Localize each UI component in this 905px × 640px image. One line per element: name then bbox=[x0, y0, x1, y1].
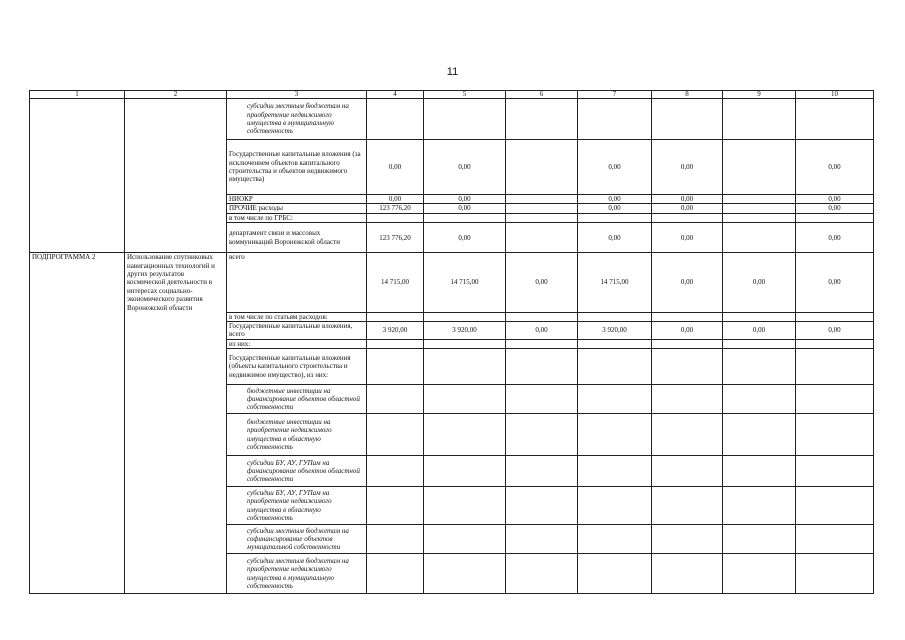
table-row bbox=[30, 213, 874, 222]
value-cell bbox=[578, 312, 652, 321]
program-cell: ПОДПРОГРАММА 2 bbox=[30, 253, 125, 312]
value-cell bbox=[796, 487, 874, 525]
value-cell bbox=[723, 223, 796, 253]
value-cell bbox=[424, 349, 506, 385]
value-cell bbox=[424, 487, 506, 525]
value-cell bbox=[506, 223, 578, 253]
value-cell bbox=[723, 525, 796, 554]
value-cell bbox=[796, 339, 874, 348]
column-header: 1 bbox=[30, 91, 125, 99]
column-header: 7 bbox=[578, 91, 652, 99]
value-cell bbox=[796, 554, 874, 594]
value-cell bbox=[367, 456, 424, 487]
value-cell bbox=[723, 312, 796, 321]
table-row bbox=[30, 99, 874, 140]
page-number: 11 bbox=[446, 66, 459, 78]
expense-item-cell: бюджетные инвестиции на финансирование объектов областной собственности bbox=[227, 385, 367, 414]
program-title-cell bbox=[125, 456, 227, 487]
value-cell bbox=[578, 525, 652, 554]
table-row bbox=[30, 195, 874, 204]
value-cell bbox=[578, 99, 652, 140]
value-cell: 0,00 bbox=[424, 195, 506, 204]
value-cell bbox=[578, 349, 652, 385]
value-cell: 0,00 bbox=[652, 195, 723, 204]
value-cell: 0,00 bbox=[578, 223, 652, 253]
value-cell: 14 715,00 bbox=[424, 253, 506, 312]
value-cell bbox=[723, 554, 796, 594]
value-cell: 0,00 bbox=[652, 253, 723, 312]
header-row bbox=[30, 91, 874, 99]
program-cell bbox=[30, 339, 125, 348]
table-row bbox=[30, 456, 874, 487]
expense-item-cell: Государственные капитальные вложения, всего bbox=[227, 321, 367, 339]
value-cell: 3 920,00 bbox=[367, 321, 424, 339]
value-cell bbox=[723, 204, 796, 213]
value-cell bbox=[506, 487, 578, 525]
expense-item-cell: всего bbox=[227, 253, 367, 312]
value-cell bbox=[796, 525, 874, 554]
value-cell bbox=[652, 487, 723, 525]
table-row bbox=[30, 312, 874, 321]
value-cell bbox=[578, 385, 652, 414]
value-cell bbox=[506, 385, 578, 414]
value-cell bbox=[652, 339, 723, 348]
table-row bbox=[30, 414, 874, 456]
expense-item-cell: субсидии местным бюджетам на софинансирование объектов муниципальной собственности bbox=[227, 525, 367, 554]
value-cell bbox=[424, 312, 506, 321]
value-cell: 0,00 bbox=[506, 253, 578, 312]
program-title-cell bbox=[125, 99, 227, 140]
column-header: 6 bbox=[506, 91, 578, 99]
value-cell bbox=[367, 554, 424, 594]
value-cell bbox=[506, 339, 578, 348]
value-cell: 0,00 bbox=[578, 195, 652, 204]
value-cell bbox=[578, 487, 652, 525]
value-cell bbox=[723, 349, 796, 385]
value-cell bbox=[506, 312, 578, 321]
program-title-cell bbox=[125, 213, 227, 222]
expense-item-cell: Государственные капитальные вложения (объекты капитального строительства и недвижимое имущество), из них: bbox=[227, 349, 367, 385]
value-cell bbox=[652, 414, 723, 456]
table-row bbox=[30, 349, 874, 385]
value-cell bbox=[424, 414, 506, 456]
value-cell bbox=[652, 312, 723, 321]
value-cell bbox=[796, 456, 874, 487]
value-cell: 0,00 bbox=[723, 253, 796, 312]
value-cell bbox=[796, 213, 874, 222]
program-title-cell bbox=[125, 312, 227, 321]
value-cell: 0,00 bbox=[796, 321, 874, 339]
value-cell: 14 715,00 bbox=[367, 253, 424, 312]
value-cell: 0,00 bbox=[796, 223, 874, 253]
program-title-cell bbox=[125, 385, 227, 414]
program-cell bbox=[30, 204, 125, 213]
value-cell bbox=[424, 456, 506, 487]
value-cell: 0,00 bbox=[367, 195, 424, 204]
expense-item-cell: субсидии местным бюджетам на приобретение недвижимого имущества в муниципальную собственность bbox=[227, 99, 367, 140]
program-cell bbox=[30, 456, 125, 487]
value-cell bbox=[367, 99, 424, 140]
value-cell: 0,00 bbox=[796, 253, 874, 312]
program-title-cell: Использование спутниковых навигационных технологий и других результатов космической деятельности в интересах социально-экономического развития Воронежской области bbox=[125, 253, 227, 312]
value-cell: 0,00 bbox=[723, 321, 796, 339]
value-cell: 0,00 bbox=[578, 140, 652, 195]
program-title-cell bbox=[125, 487, 227, 525]
value-cell: 14 715,00 bbox=[578, 253, 652, 312]
value-cell bbox=[796, 414, 874, 456]
program-title-cell bbox=[125, 414, 227, 456]
table-row bbox=[30, 385, 874, 414]
value-cell bbox=[506, 554, 578, 594]
value-cell bbox=[578, 339, 652, 348]
table-body bbox=[30, 91, 874, 594]
value-cell: 0,00 bbox=[424, 204, 506, 213]
column-header: 2 bbox=[125, 91, 227, 99]
value-cell bbox=[506, 213, 578, 222]
value-cell bbox=[506, 456, 578, 487]
value-cell bbox=[506, 204, 578, 213]
value-cell bbox=[424, 99, 506, 140]
value-cell bbox=[652, 99, 723, 140]
value-cell: 0,00 bbox=[652, 140, 723, 195]
table-row bbox=[30, 140, 874, 195]
expense-item-cell: субсидии БУ, АУ, ГУПам на приобретение недвижимого имущества в областную собственность bbox=[227, 487, 367, 525]
program-cell bbox=[30, 487, 125, 525]
value-cell bbox=[578, 456, 652, 487]
value-cell bbox=[796, 349, 874, 385]
expense-item-cell: субсидии БУ, АУ, ГУПам на финансирование объектов областной собственности bbox=[227, 456, 367, 487]
program-cell bbox=[30, 385, 125, 414]
value-cell bbox=[506, 414, 578, 456]
column-header: 4 bbox=[367, 91, 424, 99]
value-cell bbox=[723, 195, 796, 204]
value-cell bbox=[578, 213, 652, 222]
program-cell bbox=[30, 349, 125, 385]
table-row bbox=[30, 554, 874, 594]
expense-item-cell: бюджетные инвестиции на приобретение недвижимого имущества в областную собственность bbox=[227, 414, 367, 456]
program-cell bbox=[30, 554, 125, 594]
program-title-cell bbox=[125, 349, 227, 385]
program-title-cell bbox=[125, 339, 227, 348]
table-row bbox=[30, 321, 874, 339]
value-cell: 3 920,00 bbox=[424, 321, 506, 339]
value-cell: 3 920,00 bbox=[578, 321, 652, 339]
value-cell: 0,00 bbox=[652, 321, 723, 339]
value-cell bbox=[367, 525, 424, 554]
value-cell: 0,00 bbox=[424, 140, 506, 195]
table-row bbox=[30, 253, 874, 312]
program-cell bbox=[30, 321, 125, 339]
program-cell bbox=[30, 525, 125, 554]
program-cell bbox=[30, 223, 125, 253]
value-cell bbox=[723, 339, 796, 348]
value-cell: 0,00 bbox=[796, 140, 874, 195]
expense-item-cell: НИОКР bbox=[227, 195, 367, 204]
value-cell bbox=[723, 99, 796, 140]
program-cell bbox=[30, 140, 125, 195]
program-title-cell bbox=[125, 204, 227, 213]
column-header: 10 bbox=[796, 91, 874, 99]
value-cell bbox=[723, 414, 796, 456]
expense-item-cell: Государственные капитальные вложения (за исключением объектов капитального строительства и объектов недвижимого имущества) bbox=[227, 140, 367, 195]
value-cell: 0,00 bbox=[652, 223, 723, 253]
budget-table bbox=[29, 90, 874, 594]
program-title-cell bbox=[125, 195, 227, 204]
value-cell bbox=[652, 349, 723, 385]
value-cell: 123 776,20 bbox=[367, 204, 424, 213]
value-cell bbox=[367, 213, 424, 222]
value-cell: 123 776,20 bbox=[367, 223, 424, 253]
value-cell: 0,00 bbox=[796, 195, 874, 204]
expense-item-cell: в том числе по статьям расходов: bbox=[227, 312, 367, 321]
value-cell bbox=[367, 414, 424, 456]
value-cell bbox=[652, 213, 723, 222]
value-cell bbox=[424, 525, 506, 554]
value-cell bbox=[367, 487, 424, 525]
value-cell bbox=[506, 349, 578, 385]
value-cell bbox=[424, 554, 506, 594]
table-row bbox=[30, 525, 874, 554]
value-cell bbox=[506, 140, 578, 195]
value-cell: 0,00 bbox=[578, 204, 652, 213]
value-cell: 0,00 bbox=[506, 321, 578, 339]
value-cell bbox=[723, 385, 796, 414]
value-cell bbox=[424, 385, 506, 414]
value-cell bbox=[506, 525, 578, 554]
value-cell bbox=[796, 312, 874, 321]
expense-item-cell: ПРОЧИЕ расходы bbox=[227, 204, 367, 213]
value-cell bbox=[652, 525, 723, 554]
value-cell bbox=[506, 99, 578, 140]
value-cell bbox=[367, 385, 424, 414]
value-cell bbox=[367, 339, 424, 348]
value-cell bbox=[652, 554, 723, 594]
program-title-cell bbox=[125, 554, 227, 594]
value-cell bbox=[723, 213, 796, 222]
table-row bbox=[30, 339, 874, 348]
value-cell: 0,00 bbox=[652, 204, 723, 213]
value-cell bbox=[578, 554, 652, 594]
program-cell bbox=[30, 213, 125, 222]
expense-item-cell: департамент связи и массовых коммуникаций Воронежской области bbox=[227, 223, 367, 253]
value-cell bbox=[506, 195, 578, 204]
program-title-cell bbox=[125, 321, 227, 339]
program-title-cell bbox=[125, 525, 227, 554]
expense-item-cell: из них: bbox=[227, 339, 367, 348]
value-cell bbox=[367, 312, 424, 321]
program-cell bbox=[30, 195, 125, 204]
column-header: 5 bbox=[424, 91, 506, 99]
column-header: 3 bbox=[227, 91, 367, 99]
value-cell bbox=[367, 349, 424, 385]
column-header: 8 bbox=[652, 91, 723, 99]
value-cell bbox=[796, 385, 874, 414]
value-cell bbox=[652, 385, 723, 414]
program-cell bbox=[30, 312, 125, 321]
value-cell bbox=[424, 213, 506, 222]
expense-item-cell: субсидии местным бюджетам на приобретение недвижимого имущества в муниципальную собственность bbox=[227, 554, 367, 594]
table-row bbox=[30, 223, 874, 253]
value-cell bbox=[652, 456, 723, 487]
value-cell: 0,00 bbox=[424, 223, 506, 253]
program-title-cell bbox=[125, 140, 227, 195]
program-cell bbox=[30, 414, 125, 456]
value-cell: 0,00 bbox=[796, 204, 874, 213]
value-cell bbox=[723, 487, 796, 525]
table-row bbox=[30, 204, 874, 213]
table-row bbox=[30, 487, 874, 525]
program-cell bbox=[30, 99, 125, 140]
value-cell bbox=[424, 339, 506, 348]
column-header: 9 bbox=[723, 91, 796, 99]
program-title-cell bbox=[125, 223, 227, 253]
value-cell bbox=[578, 414, 652, 456]
value-cell bbox=[796, 99, 874, 140]
value-cell bbox=[723, 456, 796, 487]
expense-item-cell: в том числе по ГРБС: bbox=[227, 213, 367, 222]
value-cell: 0,00 bbox=[367, 140, 424, 195]
value-cell bbox=[723, 140, 796, 195]
